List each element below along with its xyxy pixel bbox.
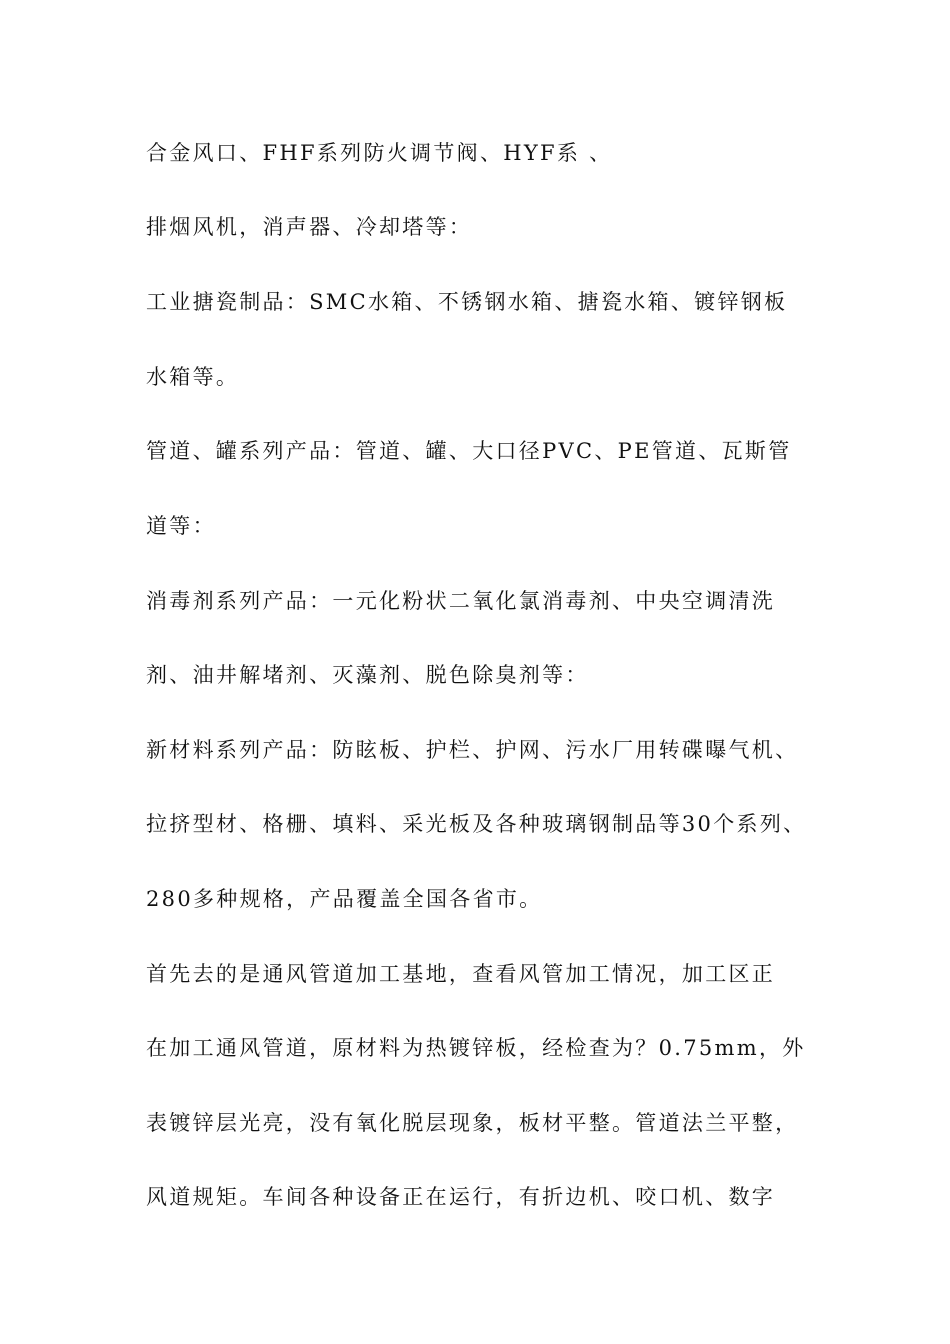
text-line: 拉挤型材、格栅、填料、采光板及各种玻璃钢制品等30个系列、 <box>146 812 807 836</box>
text-line: 剂、油井解堵剂、灭藻剂、脱色除臭剂等： <box>146 663 589 687</box>
text-line: 首先去的是通风管道加工基地，查看风管加工情况，加工区正 <box>146 962 776 986</box>
text-line: 管道、罐系列产品：管道、罐、大口径PVC、PE管道、瓦斯管 <box>146 439 792 463</box>
text-line: 在加工通风管道，原材料为热镀锌板，经检查为？0.75mm，外 <box>146 1036 806 1060</box>
text-line: 工业搪瓷制品：SMC水箱、不锈钢水箱、搪瓷水箱、镀锌钢板 <box>146 290 788 314</box>
text-line: 水箱等。 <box>146 365 240 389</box>
text-line: 风道规矩。车间各种设备正在运行，有折边机、咬口机、数字 <box>146 1185 776 1209</box>
text-line: 排烟风机，消声器、冷却塔等： <box>146 215 473 239</box>
text-line: 道等： <box>146 514 216 538</box>
text-line: 合金风口、FHF系列防火调节阀、HYF系 、 <box>146 141 613 165</box>
text-line: 表镀锌层光亮，没有氧化脱层现象，板材平整。管道法兰平整， <box>146 1111 799 1135</box>
text-line: 280多种规格，产品覆盖全国各省市。 <box>146 887 543 911</box>
text-line: 消毒剂系列产品：一元化粉状二氧化氯消毒剂、中央空调清洗 <box>146 589 776 613</box>
text-line: 新材料系列产品：防眩板、护栏、护网、污水厂用转碟曝气机、 <box>146 738 799 762</box>
